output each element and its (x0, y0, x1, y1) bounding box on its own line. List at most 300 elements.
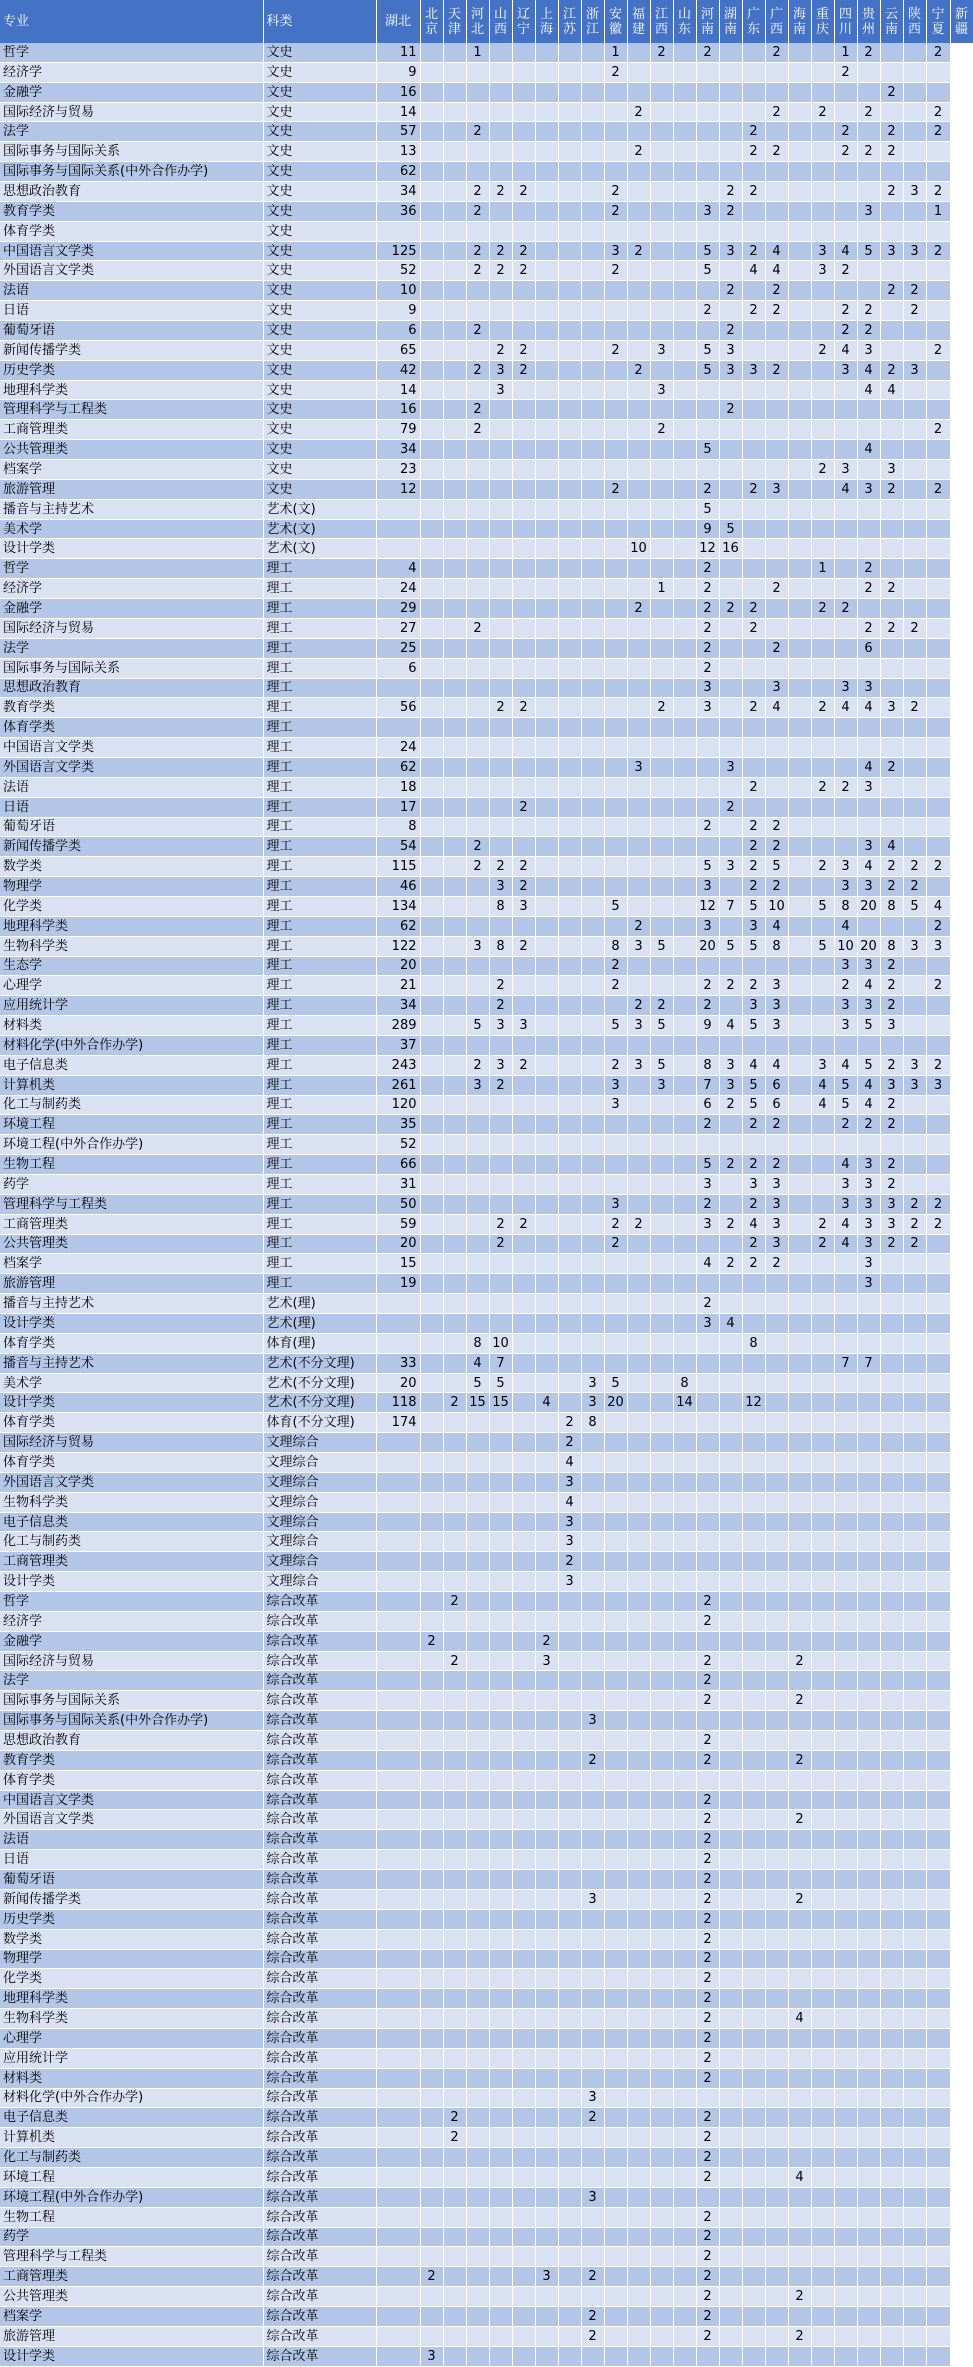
cell-province-quota (535, 201, 558, 221)
cell-province-quota (558, 1254, 581, 1274)
cell-province-quota (650, 321, 673, 341)
cell-province-quota: 4 (857, 440, 880, 460)
cell-province-quota (765, 1830, 788, 1850)
cell-major: 心理学 (0, 976, 263, 996)
cell-province-quota: 2 (880, 82, 903, 102)
cell-major: 化工与制药类 (0, 1532, 263, 1552)
cell-province-quota (466, 1532, 489, 1552)
cell-province-quota (627, 499, 650, 519)
cell-province-quota (420, 1731, 443, 1751)
cell-hubei-quota (376, 2088, 420, 2108)
cell-province-quota (742, 2227, 765, 2247)
cell-province-quota (673, 1949, 696, 1969)
cell-province-quota (673, 1294, 696, 1314)
cell-province-quota (512, 102, 535, 122)
cell-province-quota (558, 1075, 581, 1095)
cell-province-quota (903, 2227, 926, 2247)
cell-province-quota (535, 1969, 558, 1989)
cell-province-quota: 2 (880, 360, 903, 380)
cell-province-quota: 2 (719, 797, 742, 817)
cell-province-quota (535, 2306, 558, 2326)
cell-province-quota: 2 (765, 837, 788, 857)
cell-province-quota: 2 (627, 1214, 650, 1234)
cell-province-quota (926, 2028, 950, 2048)
cell-province-quota (604, 718, 627, 738)
cell-major: 哲学 (0, 559, 263, 579)
cell-province-quota (489, 1711, 512, 1731)
cell-province-quota (742, 281, 765, 301)
header-province: 广西 (765, 0, 788, 43)
cell-province-quota (420, 916, 443, 936)
cell-province-quota (535, 757, 558, 777)
cell-province-quota: 2 (604, 261, 627, 281)
cell-province-quota (926, 1750, 950, 1770)
cell-province-quota (719, 638, 742, 658)
cell-province-quota: 2 (466, 122, 489, 142)
cell-province-quota: 4 (857, 857, 880, 877)
cell-province-quota (788, 1294, 811, 1314)
cell-province-quota (489, 1572, 512, 1592)
cell-province-quota: 3 (857, 777, 880, 797)
cell-province-quota (673, 62, 696, 82)
cell-province-quota: 3 (834, 1194, 857, 1214)
table-row (0, 1909, 973, 1929)
cell-province-quota (834, 1889, 857, 1909)
cell-province-quota (443, 1135, 466, 1155)
cell-province-quota (466, 1830, 489, 1850)
table-row (0, 340, 973, 360)
cell-province-quota (420, 2028, 443, 2048)
cell-province-quota (420, 1711, 443, 1731)
cell-category: 文史 (263, 479, 376, 499)
cell-province-quota (535, 1770, 558, 1790)
cell-province-quota (650, 2247, 673, 2267)
cell-province-quota (489, 122, 512, 142)
cell-province-quota (719, 142, 742, 162)
cell-category: 综合改革 (263, 2028, 376, 2048)
cell-province-quota: 2 (489, 1214, 512, 1234)
cell-province-quota (443, 1611, 466, 1631)
cell-province-quota: 2 (696, 2227, 719, 2247)
cell-province-quota (420, 618, 443, 638)
cell-province-quota (811, 718, 834, 738)
cell-province-quota (443, 162, 466, 182)
cell-province-quota (903, 638, 926, 658)
cell-province-quota (627, 1731, 650, 1751)
cell-province-quota (903, 1889, 926, 1909)
cell-province-quota (903, 43, 926, 62)
cell-province-quota (811, 2227, 834, 2247)
cell-province-quota (627, 1592, 650, 1612)
cell-province-quota (558, 519, 581, 539)
cell-province-quota (673, 122, 696, 142)
cell-province-quota (719, 698, 742, 718)
cell-province-quota (443, 1095, 466, 1115)
cell-province-quota: 2 (765, 817, 788, 837)
cell-province-quota (489, 1592, 512, 1612)
cell-category: 文史 (263, 261, 376, 281)
cell-province-quota (903, 1750, 926, 1770)
cell-province-quota (742, 1850, 765, 1870)
cell-province-quota (765, 1453, 788, 1473)
cell-province-quota: 2 (903, 1214, 926, 1234)
cell-province-quota (696, 380, 719, 400)
cell-province-quota (903, 2326, 926, 2346)
cell-province-quota (673, 519, 696, 539)
cell-province-quota (512, 301, 535, 321)
cell-province-quota: 2 (903, 618, 926, 638)
cell-province-quota (788, 1929, 811, 1949)
cell-province-quota (466, 2326, 489, 2346)
cell-province-quota (742, 2108, 765, 2128)
cell-province-quota (673, 281, 696, 301)
cell-province-quota (673, 638, 696, 658)
cell-province-quota (880, 162, 903, 182)
cell-province-quota (673, 1989, 696, 2009)
cell-province-quota (558, 2267, 581, 2287)
cell-province-quota (535, 499, 558, 519)
cell-province-quota (880, 1889, 903, 1909)
cell-province-quota (420, 1592, 443, 1612)
cell-province-quota (719, 1393, 742, 1413)
cell-province-quota: 2 (512, 241, 535, 261)
cell-province-quota (466, 82, 489, 102)
cell-province-quota (558, 1234, 581, 1254)
cell-province-quota (673, 301, 696, 321)
header-row (0, 0, 973, 43)
cell-province-quota: 3 (834, 678, 857, 698)
cell-province-quota (788, 2048, 811, 2068)
cell-province-quota (857, 2009, 880, 2029)
cell-province-quota (466, 301, 489, 321)
cell-province-quota (788, 1731, 811, 1751)
cell-province-quota (903, 817, 926, 837)
cell-province-quota (719, 1035, 742, 1055)
cell-province-quota (581, 1492, 604, 1512)
cell-province-quota: 2 (696, 1909, 719, 1929)
cell-province-quota (581, 1314, 604, 1334)
cell-province-quota: 2 (420, 1631, 443, 1651)
cell-province-quota (604, 1572, 627, 1592)
cell-province-quota (604, 1314, 627, 1334)
table-row (0, 2287, 973, 2307)
cell-major: 地理科学类 (0, 1989, 263, 2009)
cell-province-quota: 2 (788, 1750, 811, 1770)
cell-province-quota (604, 1949, 627, 1969)
cell-province-quota (650, 360, 673, 380)
cell-province-quota (581, 460, 604, 480)
cell-province-quota: 2 (880, 996, 903, 1016)
cell-province-quota (604, 1790, 627, 1810)
cell-major: 体育学类 (0, 221, 263, 241)
table-row (0, 2048, 973, 2068)
cell-province-quota: 2 (627, 916, 650, 936)
cell-province-quota (581, 698, 604, 718)
cell-province-quota (489, 1750, 512, 1770)
cell-province-quota (903, 1592, 926, 1612)
cell-category: 体育(不分文理) (263, 1413, 376, 1433)
cell-province-quota (926, 658, 950, 678)
cell-major: 物理学 (0, 877, 263, 897)
cell-province-quota (581, 2128, 604, 2148)
cell-province-quota (788, 241, 811, 261)
cell-province-quota (489, 1969, 512, 1989)
cell-province-quota (535, 1492, 558, 1512)
cell-province-quota (650, 122, 673, 142)
cell-major: 美术学 (0, 519, 263, 539)
cell-province-quota (857, 2068, 880, 2088)
cell-province-quota (673, 837, 696, 857)
cell-province-quota (719, 479, 742, 499)
cell-province-quota (489, 162, 512, 182)
cell-province-quota (627, 1035, 650, 1055)
table-row (0, 281, 973, 301)
cell-province-quota (443, 440, 466, 460)
cell-province-quota (811, 1671, 834, 1691)
cell-province-quota: 3 (650, 380, 673, 400)
cell-province-quota (489, 1989, 512, 2009)
cell-province-quota (535, 142, 558, 162)
cell-province-quota (834, 618, 857, 638)
cell-province-quota (788, 797, 811, 817)
cell-major: 外国语言文学类 (0, 1472, 263, 1492)
cell-province-quota (420, 2167, 443, 2187)
cell-province-quota: 3 (880, 1194, 903, 1214)
cell-province-quota (857, 1810, 880, 1830)
cell-province-quota (880, 1870, 903, 1890)
cell-province-quota (627, 2167, 650, 2187)
header-province: 湖北 (376, 0, 420, 43)
cell-province-quota (903, 1631, 926, 1651)
cell-province-quota: 3 (811, 241, 834, 261)
cell-province-quota (558, 2187, 581, 2207)
cell-province-quota (811, 539, 834, 559)
cell-province-quota: 2 (696, 1870, 719, 1890)
cell-province-quota (673, 1691, 696, 1711)
cell-province-quota (512, 479, 535, 499)
table-row (0, 1155, 973, 1175)
cell-province-quota (834, 1731, 857, 1751)
cell-province-quota (742, 1373, 765, 1393)
cell-province-quota: 2 (834, 122, 857, 142)
cell-hubei-quota (376, 1631, 420, 1651)
cell-province-quota: 5 (719, 519, 742, 539)
cell-province-quota (650, 1830, 673, 1850)
cell-province-quota: 2 (696, 1671, 719, 1691)
cell-hubei-quota: 11 (376, 43, 420, 62)
cell-province-quota (834, 658, 857, 678)
cell-province-quota (696, 1035, 719, 1055)
cell-province-quota (742, 797, 765, 817)
cell-province-quota (627, 1174, 650, 1194)
cell-province-quota (903, 1274, 926, 1294)
cell-province-quota (420, 1572, 443, 1592)
cell-province-quota (719, 1433, 742, 1453)
table-row (0, 2068, 973, 2088)
cell-province-quota: 2 (696, 1750, 719, 1770)
table-row (0, 2028, 973, 2048)
cell-province-quota (627, 1492, 650, 1512)
cell-province-quota (742, 1870, 765, 1890)
cell-hubei-quota: 19 (376, 1274, 420, 1294)
cell-province-quota (788, 1254, 811, 1274)
cell-province-quota (765, 1671, 788, 1691)
cell-province-quota (880, 43, 903, 62)
cell-province-quota (903, 2028, 926, 2048)
cell-province-quota (489, 1929, 512, 1949)
cell-province-quota: 2 (489, 241, 512, 261)
cell-province-quota (443, 1830, 466, 1850)
cell-hubei-quota: 59 (376, 1214, 420, 1234)
cell-province-quota (420, 201, 443, 221)
cell-province-quota (420, 1611, 443, 1631)
cell-province-quota (512, 1194, 535, 1214)
cell-province-quota: 5 (696, 857, 719, 877)
cell-province-quota (696, 1413, 719, 1433)
cell-province-quota (489, 1254, 512, 1274)
cell-province-quota (627, 857, 650, 877)
cell-province-quota: 2 (742, 837, 765, 857)
cell-province-quota: 12 (742, 1393, 765, 1413)
cell-major: 播音与主持艺术 (0, 499, 263, 519)
cell-province-quota (834, 2148, 857, 2168)
cell-province-quota (926, 1711, 950, 1731)
cell-province-quota (673, 241, 696, 261)
cell-province-quota (673, 1810, 696, 1830)
cell-province-quota (604, 1671, 627, 1691)
cell-province-quota (857, 718, 880, 738)
cell-hubei-quota: 15 (376, 1254, 420, 1274)
cell-province-quota (466, 479, 489, 499)
cell-province-quota: 2 (742, 1115, 765, 1135)
cell-province-quota (788, 1174, 811, 1194)
cell-province-quota (719, 1651, 742, 1671)
cell-province-quota (489, 1472, 512, 1492)
cell-province-quota (673, 1651, 696, 1671)
cell-province-quota (535, 1889, 558, 1909)
cell-province-quota (420, 1055, 443, 1075)
cell-province-quota (903, 2167, 926, 2187)
cell-province-quota (788, 1989, 811, 2009)
cell-province-quota: 2 (857, 1115, 880, 1135)
table-row (0, 1214, 973, 1234)
table-row (0, 1750, 973, 1770)
cell-province-quota (765, 2048, 788, 2068)
cell-province-quota (926, 1969, 950, 1989)
cell-province-quota (834, 1870, 857, 1890)
cell-province-quota (558, 1651, 581, 1671)
cell-hubei-quota (376, 678, 420, 698)
cell-province-quota (926, 519, 950, 539)
cell-province-quota (673, 1830, 696, 1850)
cell-province-quota (512, 618, 535, 638)
cell-province-quota (857, 62, 880, 82)
cell-province-quota (880, 400, 903, 420)
cell-province-quota (627, 1333, 650, 1353)
cell-province-quota: 2 (811, 857, 834, 877)
cell-province-quota (581, 1731, 604, 1751)
cell-province-quota (420, 2068, 443, 2088)
cell-province-quota: 2 (696, 1949, 719, 1969)
cell-province-quota (788, 1949, 811, 1969)
cell-province-quota: 2 (834, 1115, 857, 1135)
cell-hubei-quota (376, 1314, 420, 1334)
cell-province-quota: 3 (880, 460, 903, 480)
cell-province-quota (466, 1790, 489, 1810)
cell-category: 理工 (263, 996, 376, 1016)
table-row (0, 162, 973, 182)
cell-province-quota: 2 (880, 1155, 903, 1175)
cell-province-quota (926, 2068, 950, 2088)
cell-province-quota (535, 1274, 558, 1294)
cell-province-quota (489, 757, 512, 777)
cell-province-quota (673, 956, 696, 976)
cell-province-quota (788, 1969, 811, 1989)
cell-province-quota: 2 (742, 599, 765, 619)
cell-province-quota (903, 837, 926, 857)
cell-province-quota: 2 (696, 2326, 719, 2346)
cell-province-quota (903, 559, 926, 579)
cell-province-quota (650, 2148, 673, 2168)
cell-province-quota (558, 916, 581, 936)
cell-province-quota (581, 559, 604, 579)
cell-province-quota (903, 2346, 926, 2366)
cell-province-quota (558, 1830, 581, 1850)
cell-hubei-quota: 134 (376, 896, 420, 916)
table-row (0, 1254, 973, 1274)
cell-province-quota (880, 1810, 903, 1830)
header-province: 山西 (489, 0, 512, 43)
cell-province-quota (650, 2287, 673, 2307)
cell-province-quota (466, 1731, 489, 1751)
cell-province-quota: 3 (765, 1214, 788, 1234)
header-province: 江苏 (558, 0, 581, 43)
cell-province-quota: 2 (903, 877, 926, 897)
cell-province-quota: 2 (604, 340, 627, 360)
cell-province-quota (558, 996, 581, 1016)
cell-province-quota (811, 1314, 834, 1334)
cell-province-quota (834, 182, 857, 202)
cell-province-quota (535, 797, 558, 817)
cell-province-quota (558, 738, 581, 758)
cell-province-quota (880, 1135, 903, 1155)
cell-province-quota (765, 400, 788, 420)
cell-major: 体育学类 (0, 718, 263, 738)
cell-province-quota (443, 1909, 466, 1929)
table-row (0, 1711, 973, 1731)
cell-province-quota (650, 1333, 673, 1353)
cell-province-quota (857, 460, 880, 480)
cell-province-quota (466, 440, 489, 460)
cell-province-quota: 2 (765, 142, 788, 162)
cell-province-quota (926, 678, 950, 698)
cell-province-quota (765, 321, 788, 341)
cell-province-quota (558, 1949, 581, 1969)
cell-province-quota: 2 (719, 976, 742, 996)
cell-major: 新闻传播学类 (0, 340, 263, 360)
cell-province-quota: 2 (926, 241, 950, 261)
cell-province-quota (512, 1254, 535, 1274)
cell-province-quota: 2 (443, 1393, 466, 1413)
cell-province-quota (627, 579, 650, 599)
cell-province-quota (604, 539, 627, 559)
cell-province-quota (466, 1135, 489, 1155)
cell-major: 日语 (0, 797, 263, 817)
cell-province-quota (604, 460, 627, 480)
cell-major: 电子信息类 (0, 2108, 263, 2128)
cell-province-quota (834, 102, 857, 122)
cell-province-quota: 2 (765, 579, 788, 599)
